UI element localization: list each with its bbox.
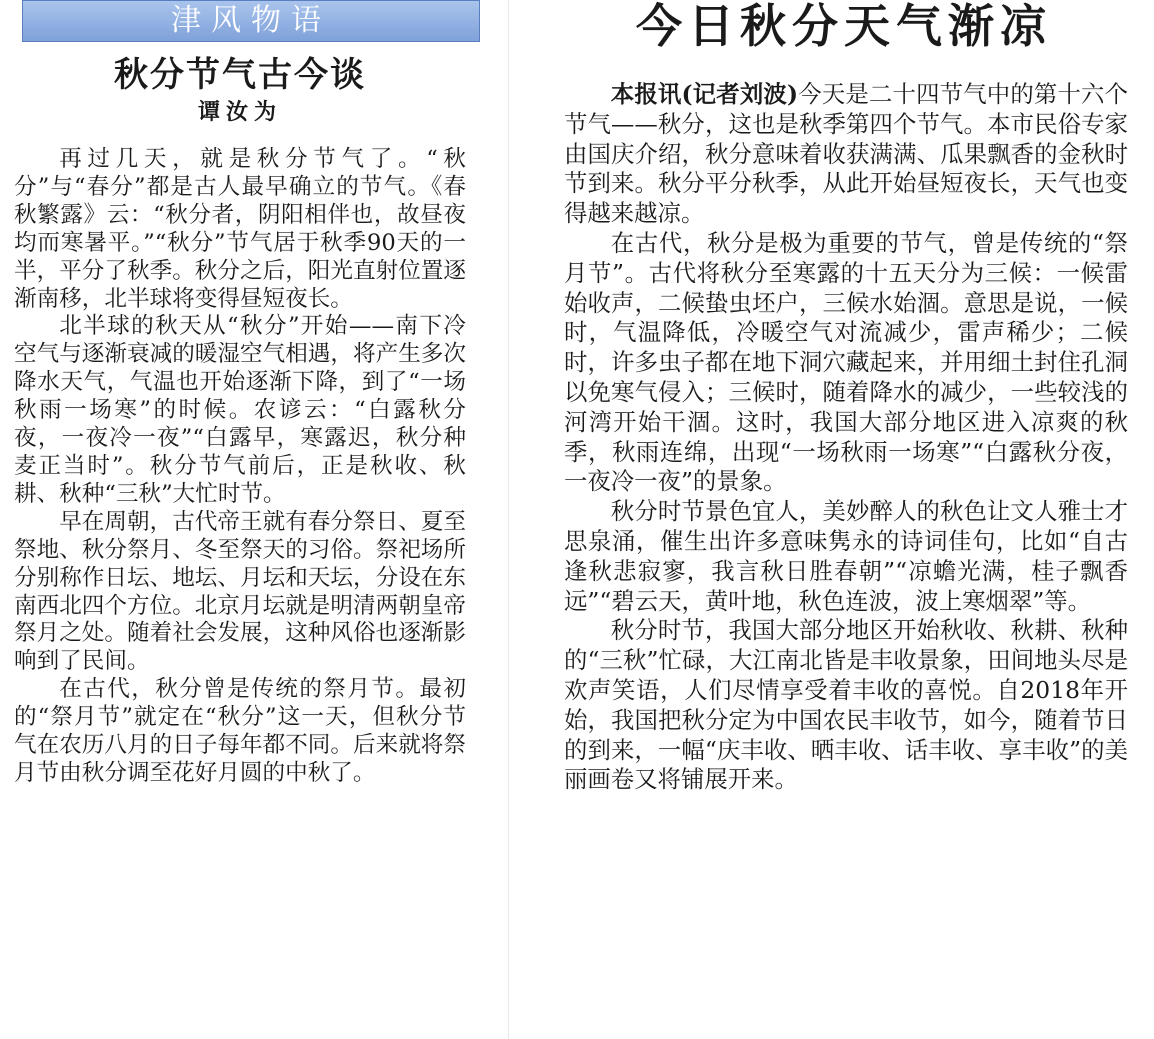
- column-divider: [508, 0, 509, 1039]
- column-banner: 津风物语: [22, 0, 480, 42]
- right-lead-paragraph: [564, 80, 1128, 229]
- right-body: [564, 80, 1128, 795]
- left-paragraph-1: 再过几天，就是秋分节气了。“秋分”与“春分”都是古人最早确立的节气。《春秋繁露》云：“秋分者，阴阳相伴也，故昼夜均而寒暑平。”“秋分”节气居于秋季90天的一半，平分了秋季。秋分之后，阳光直射位置逐渐南移，北半球将变得昼短夜长。: [14, 146, 466, 312]
- right-article: [560, 0, 1128, 1039]
- left-body: [14, 146, 466, 788]
- dateline: 本报讯(记者刘波): [610, 80, 799, 108]
- left-article: [14, 0, 466, 1039]
- left-author: 谭汝为: [197, 99, 282, 125]
- left-paragraph-3: 早在周朝，古代帝王就有春分祭日、夏至祭地、秋分祭月、冬至祭天的习俗。祭祀场所分别称作日坛、地坛、月坛和天坛，分设在东南西北四个方位。北京月坛就是明清两朝皇帝祭月之处。随着社会发展，这种风俗也逐渐影响到了民间。: [14, 508, 466, 675]
- right-paragraph-4: 秋分时节，我国大部分地区开始秋收、秋耕、秋种的“三秋”忙碌，大江南北皆是丰收景象，田间地头尽是欢声笑语，人们尽情享受着丰收的喜悦。自2018年开始，我国把秋分定为中国农民丰收节，如今，随着节日的到来，一幅“庆丰收、晒丰收、话丰收、享丰收”的美丽画卷又将铺展开来。: [564, 616, 1128, 794]
- lead-text: 今天是二十四节气中的第十六个节气——秋分，这也是秋季第四个节气。本市民俗专家由国庆介绍，秋分意味着收获满满、瓜果飘香的金秋时节到来。秋分平分秋季，从此开始昼短夜长，天气也变得越来越凉。: [564, 80, 1129, 228]
- left-paragraph-2: 北半球的秋天从“秋分”开始——南下冷空气与逐渐衰减的暖湿空气相遇，将产生多次降水天气，气温也开始逐渐下降，到了“一场秋雨一场寒”的时候。农谚云：“白露秋分夜，一夜冷一夜”“白露早，寒露迟，秋分种麦正当时”。秋分节气前后，正是秋收、秋耕、秋种“三秋”大忙时节。: [14, 313, 466, 507]
- left-headline: 秋分节气古今谈: [114, 55, 366, 95]
- left-paragraph-4: 在古代，秋分曾是传统的祭月节。最初的“祭月节”就定在“秋分”这一天，但秋分节气在农历八月的日子每年都不同。后来就将祭月节由秋分调至花好月圆的中秋了。: [14, 676, 466, 786]
- right-paragraph-3: 秋分时节景色宜人，美妙醉人的秋色让文人雅士才思泉涌，催生出许多意味隽永的诗词佳句，比如“自古逢秋悲寂寥，我言秋日胜春朝”“凉蟾光满，桂子飘香远”“碧云天，黄叶地，秋色连波，波上寒烟翠”等。: [564, 497, 1128, 615]
- right-headline: 今日秋分天气渐凉: [636, 0, 1052, 53]
- right-paragraph-2: 在古代，秋分是极为重要的节气，曾是传统的“祭月节”。古代将秋分至寒露的十五天分为三候：一候雷始收声，二候蛰虫坯户，三候水始涸。意思是说，一候时，气温降低，冷暖空气对流减少，雷声稀少；二候时，许多虫子都在地下洞穴藏起来，并用细土封住孔洞以免寒气侵入；三候时，随着降水的减少，一些较浅的河湾开始干涸。这时，我国大部分地区进入凉爽的秋季，秋雨连绵，出现“一场秋雨一场寒”“白露秋分夜，一夜冷一夜”的景象。: [564, 228, 1128, 496]
